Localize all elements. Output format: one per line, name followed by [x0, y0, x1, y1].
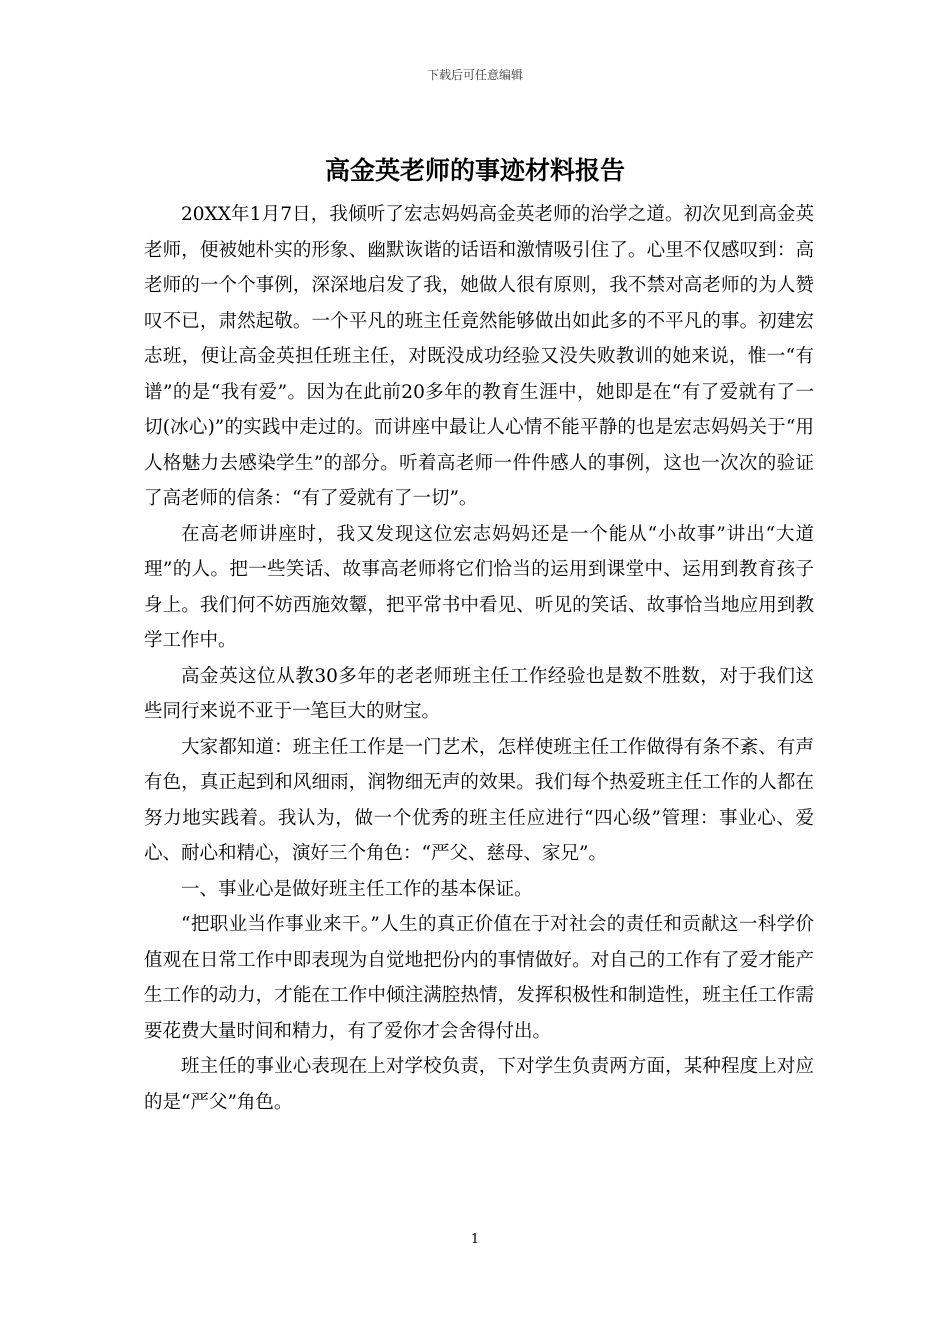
- header-note: 下载后可任意编辑: [426, 68, 523, 82]
- document-body: [144, 197, 814, 1120]
- paragraph-1: 20XX年1月7日，我倾听了宏志妈妈高金英老师的治学之道。初次见到高金英老师，便被她朴实的形象、幽默诙谐的话语和激情吸引住了。心里不仅感叹到：高老师的一个个事例，深深地启发了我，她做人很有原则，我不禁对高老师的为人赞叹不已，肃然起敬。一个平凡的班主任竟然能够做出如此多的不平凡的事。初建宏志班，便让高金英担任班主任，对既没成功经验又没失败教训的她来说，惟一“有谱”的是“我有爱”。因为在此前20多年的教育生涯中，她即是在“有了爱就有了一切(冰心)”的实践中走过的。而讲座中最让人心情不能平静的也是宏志妈妈关于“用人格魅力去感染学生”的部分。听着高老师一件件感人的事例，这也一次次的验证了高老师的信条：“有了爱就有了一切”。: [144, 204, 814, 509]
- paragraph-2: 在高老师讲座时，我又发现这位宏志妈妈还是一个能从“小故事”讲出“大道理”的人。把一些笑话、故事高老师将它们恰当的运用到课堂中、运用到教育孩子身上。我们何不妨西施效颦，把平常书中看见、听见的笑话、故事恰当地应用到教学工作中。: [144, 523, 814, 651]
- document-title: 高金英老师的事迹材料报告: [324, 156, 625, 185]
- paragraph-3: 高金英这位从教30多年的老老师班主任工作经验也是数不胜数，对于我们这些同行来说不亚于一笔巨大的财宝。: [144, 665, 814, 722]
- paragraph-6: “把职业当作事业来干。”人生的真正价值在于对社会的责任和贡献这一科学价值观在日常工作中即表现为自觉地把份内的事情做好。对自己的工作有了爱才能产生工作的动力，才能在工作中倾注满腔热情，发挥积极性和制造性，班主任工作需要花费大量时间和精力，有了爱你才会舍得付出。: [144, 914, 814, 1042]
- paragraph-7: 班主任的事业心表现在上对学校负责，下对学生负责两方面，某种程度上对应的是“严父”角色。: [144, 1056, 814, 1113]
- paragraph-5: 一、事业心是做好班主任工作的基本保证。: [181, 878, 533, 900]
- page-number: 1: [470, 1232, 480, 1247]
- paragraph-4: 大家都知道：班主任工作是一门艺术，怎样使班主任工作做得有条不紊、有声有色，真正起到和风细雨，润物细无声的效果。我们每个热爱班主任工作的人都在努力地实践着。我认为，做一个优秀的班主任应进行“四心级”管理：事业心、爱心、耐心和精心，演好三个角色：“严父、慈母、家兄”。: [144, 736, 814, 864]
